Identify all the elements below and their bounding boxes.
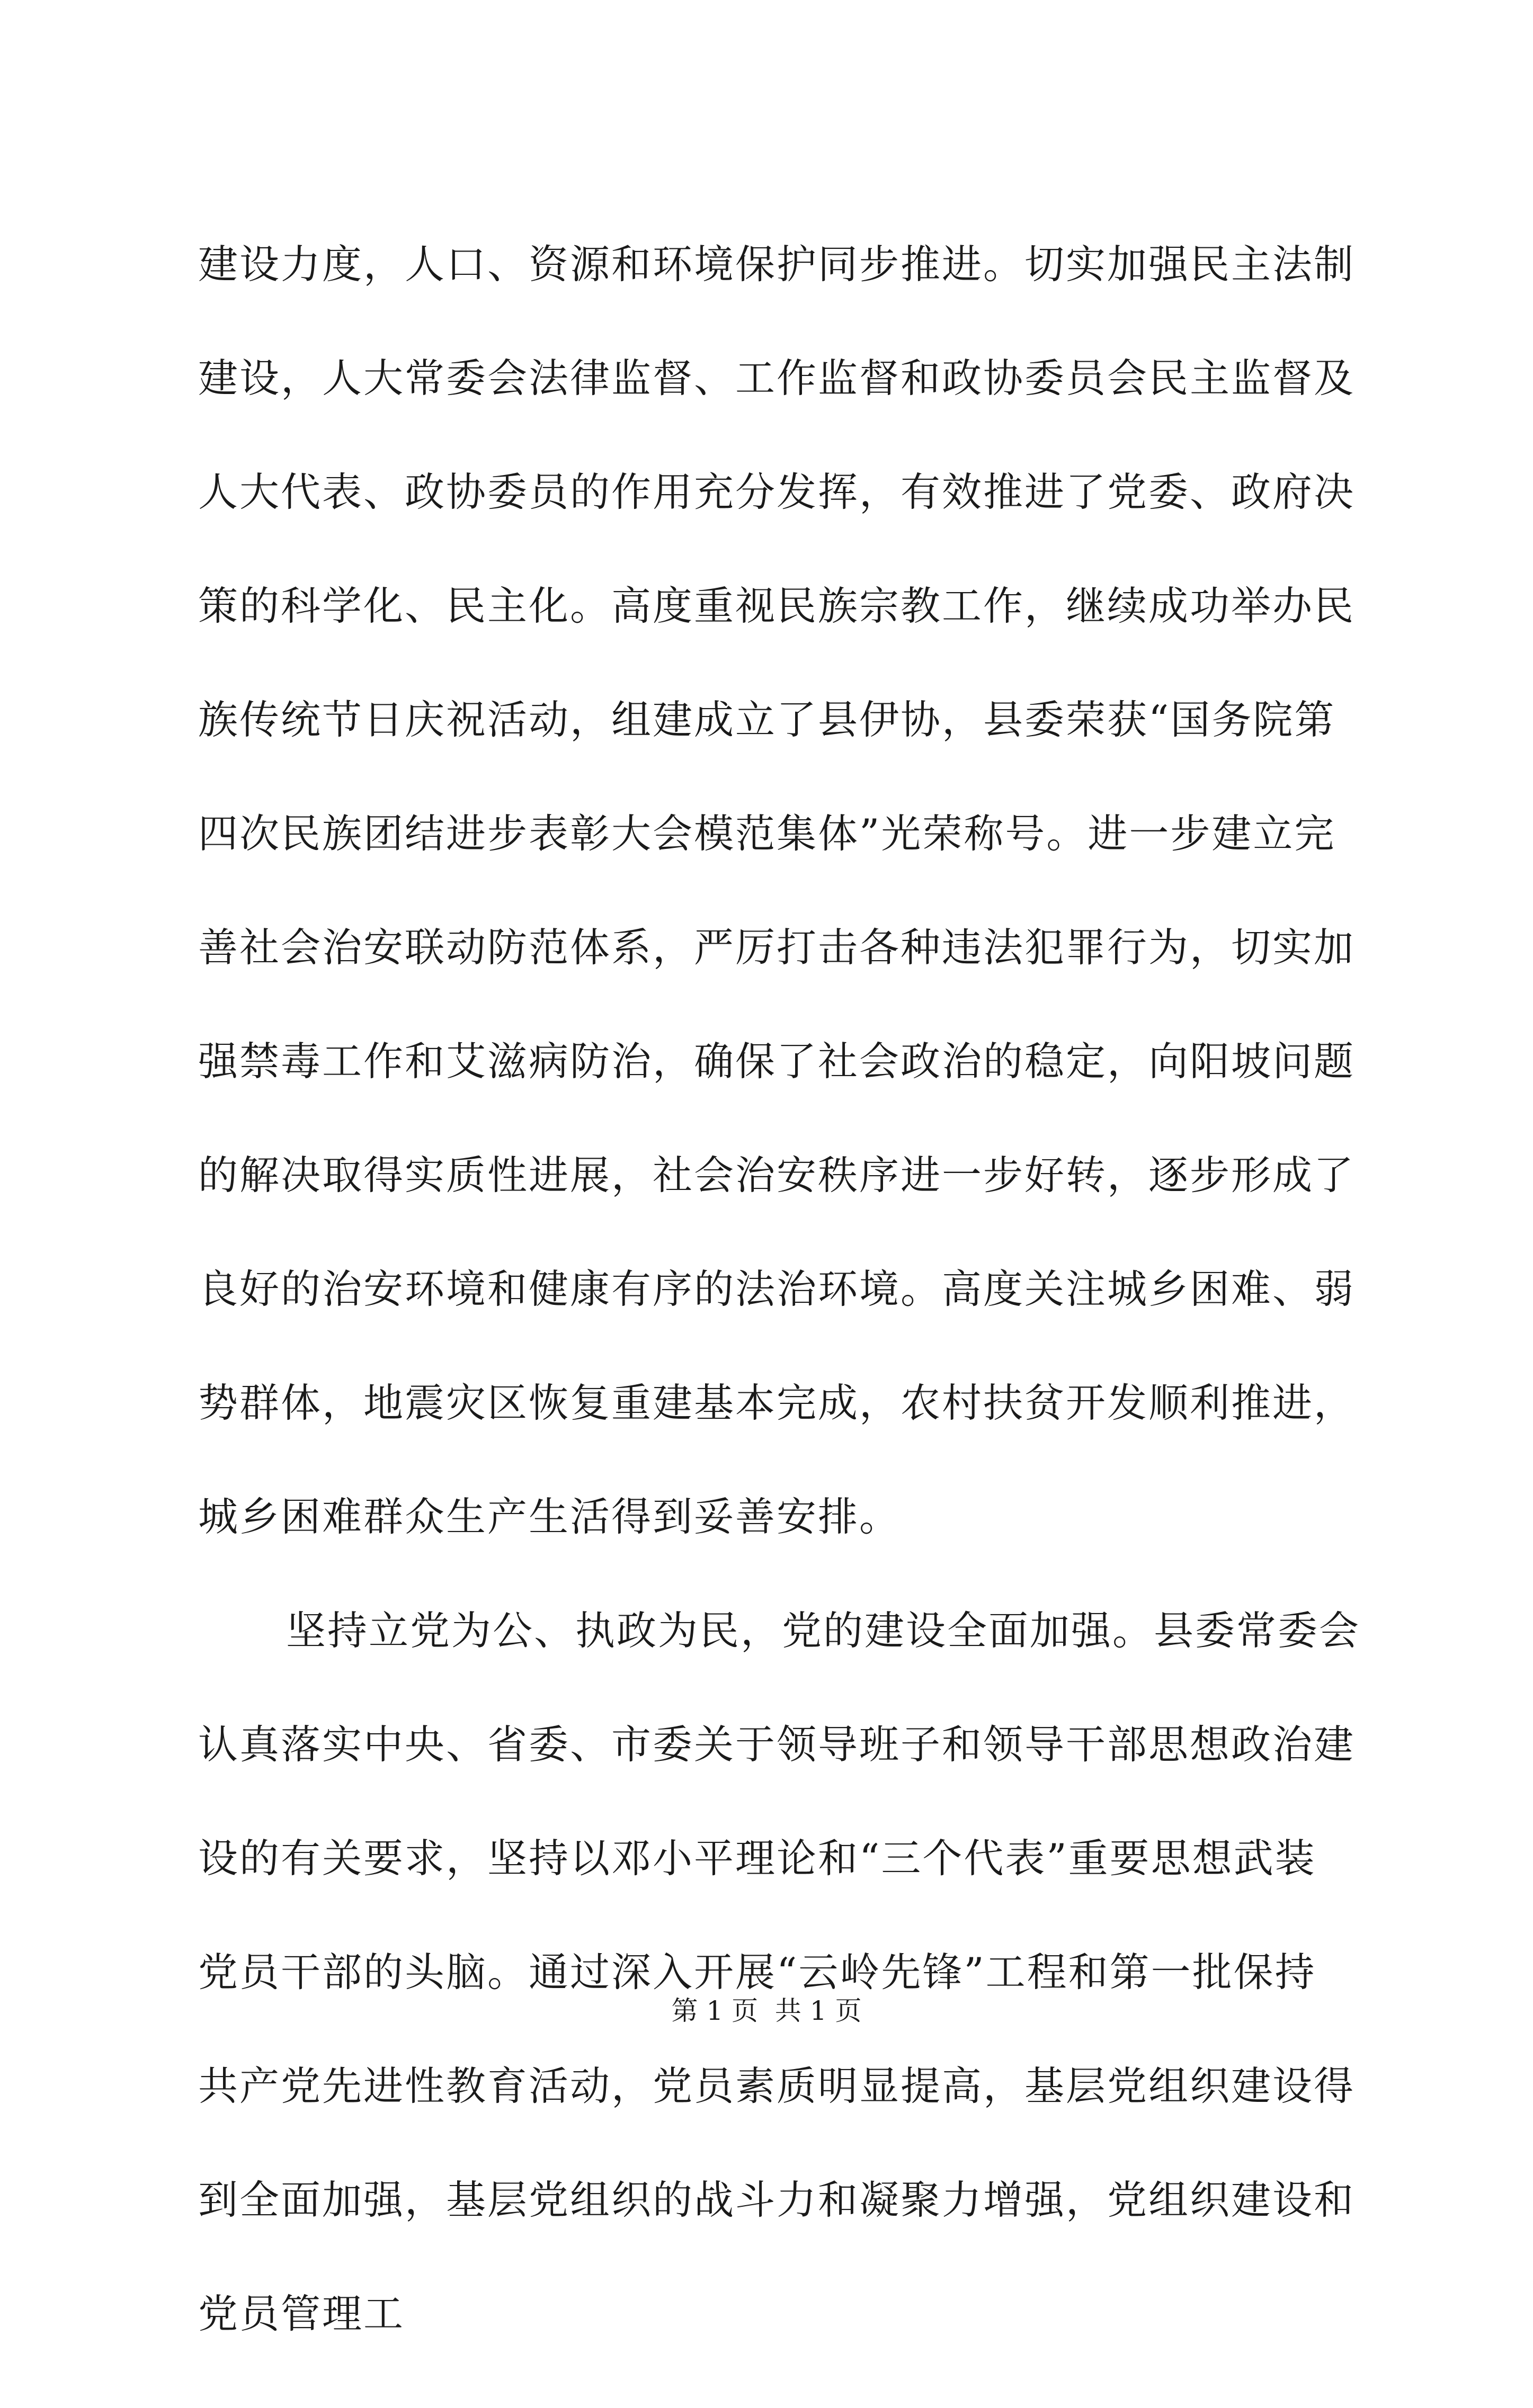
text-line: 强禁毒工作和艾滋病防治，确保了社会政治的稳定，向阳坡问题: [198, 1038, 1356, 1085]
text-line: 城乡困难群众生产生活得到妥善安排。: [198, 1493, 901, 1540]
paragraph-start-line: 坚持立党为公、执政为民，党的建设全面加强。县委常委会: [286, 1607, 1361, 1654]
text-line: 共产党先进性教育活动，党员素质明显提高，基层党组织建设得: [198, 2063, 1356, 2109]
text-line: 建设力度，人口、资源和环境保护同步推进。切实加强民主法制: [198, 241, 1356, 288]
text-line: 良好的治安环境和健康有序的法治环境。高度关注城乡困难、弱: [198, 1266, 1356, 1312]
page-footer: 第 1 页 共 1 页: [671, 1995, 862, 2026]
text-line: 四次民族团结进步表彰大会模范集体”光荣称号。进一步建立完: [198, 810, 1336, 857]
text-line: 策的科学化、民主化。高度重视民族宗教工作，继续成功举办民: [198, 583, 1356, 629]
text-line: 认真落实中央、省委、市委关于领导班子和领导干部思想政治建: [198, 1721, 1356, 1768]
text-line: 建设，人大常委会法律监督、工作监督和政协委员会民主监督及: [198, 355, 1356, 401]
text-line: 的解决取得实质性进展，社会治安秩序进一步好转，逐步形成了: [198, 1152, 1356, 1198]
body-text: [198, 241, 1361, 2408]
text-line: 势群体，地震灾区恢复重建基本完成，农村扶贫开发顺利推进，: [198, 1380, 1356, 1426]
text-line: 善社会治安联动防范体系，严厉打击各种违法犯罪行为，切实加: [198, 924, 1356, 971]
text-line: 设的有关要求，坚持以邓小平理论和“三个代表”重要思想武装: [198, 1835, 1316, 1882]
text-line: 人大代表、政协委员的作用充分发挥，有效推进了党委、政府决: [198, 469, 1356, 515]
text-line: 族传统节日庆祝活动，组建成立了县伊协，县委荣获“国务院第: [198, 696, 1336, 743]
text-line: 党员干部的头脑。通过深入开展“云岭先锋”工程和第一批保持: [198, 1949, 1316, 1995]
text-line: 到全面加强，基层党组织的战斗力和凝聚力增强，党组织建设和: [198, 2177, 1356, 2223]
text-line: 党员管理工: [198, 2290, 405, 2337]
